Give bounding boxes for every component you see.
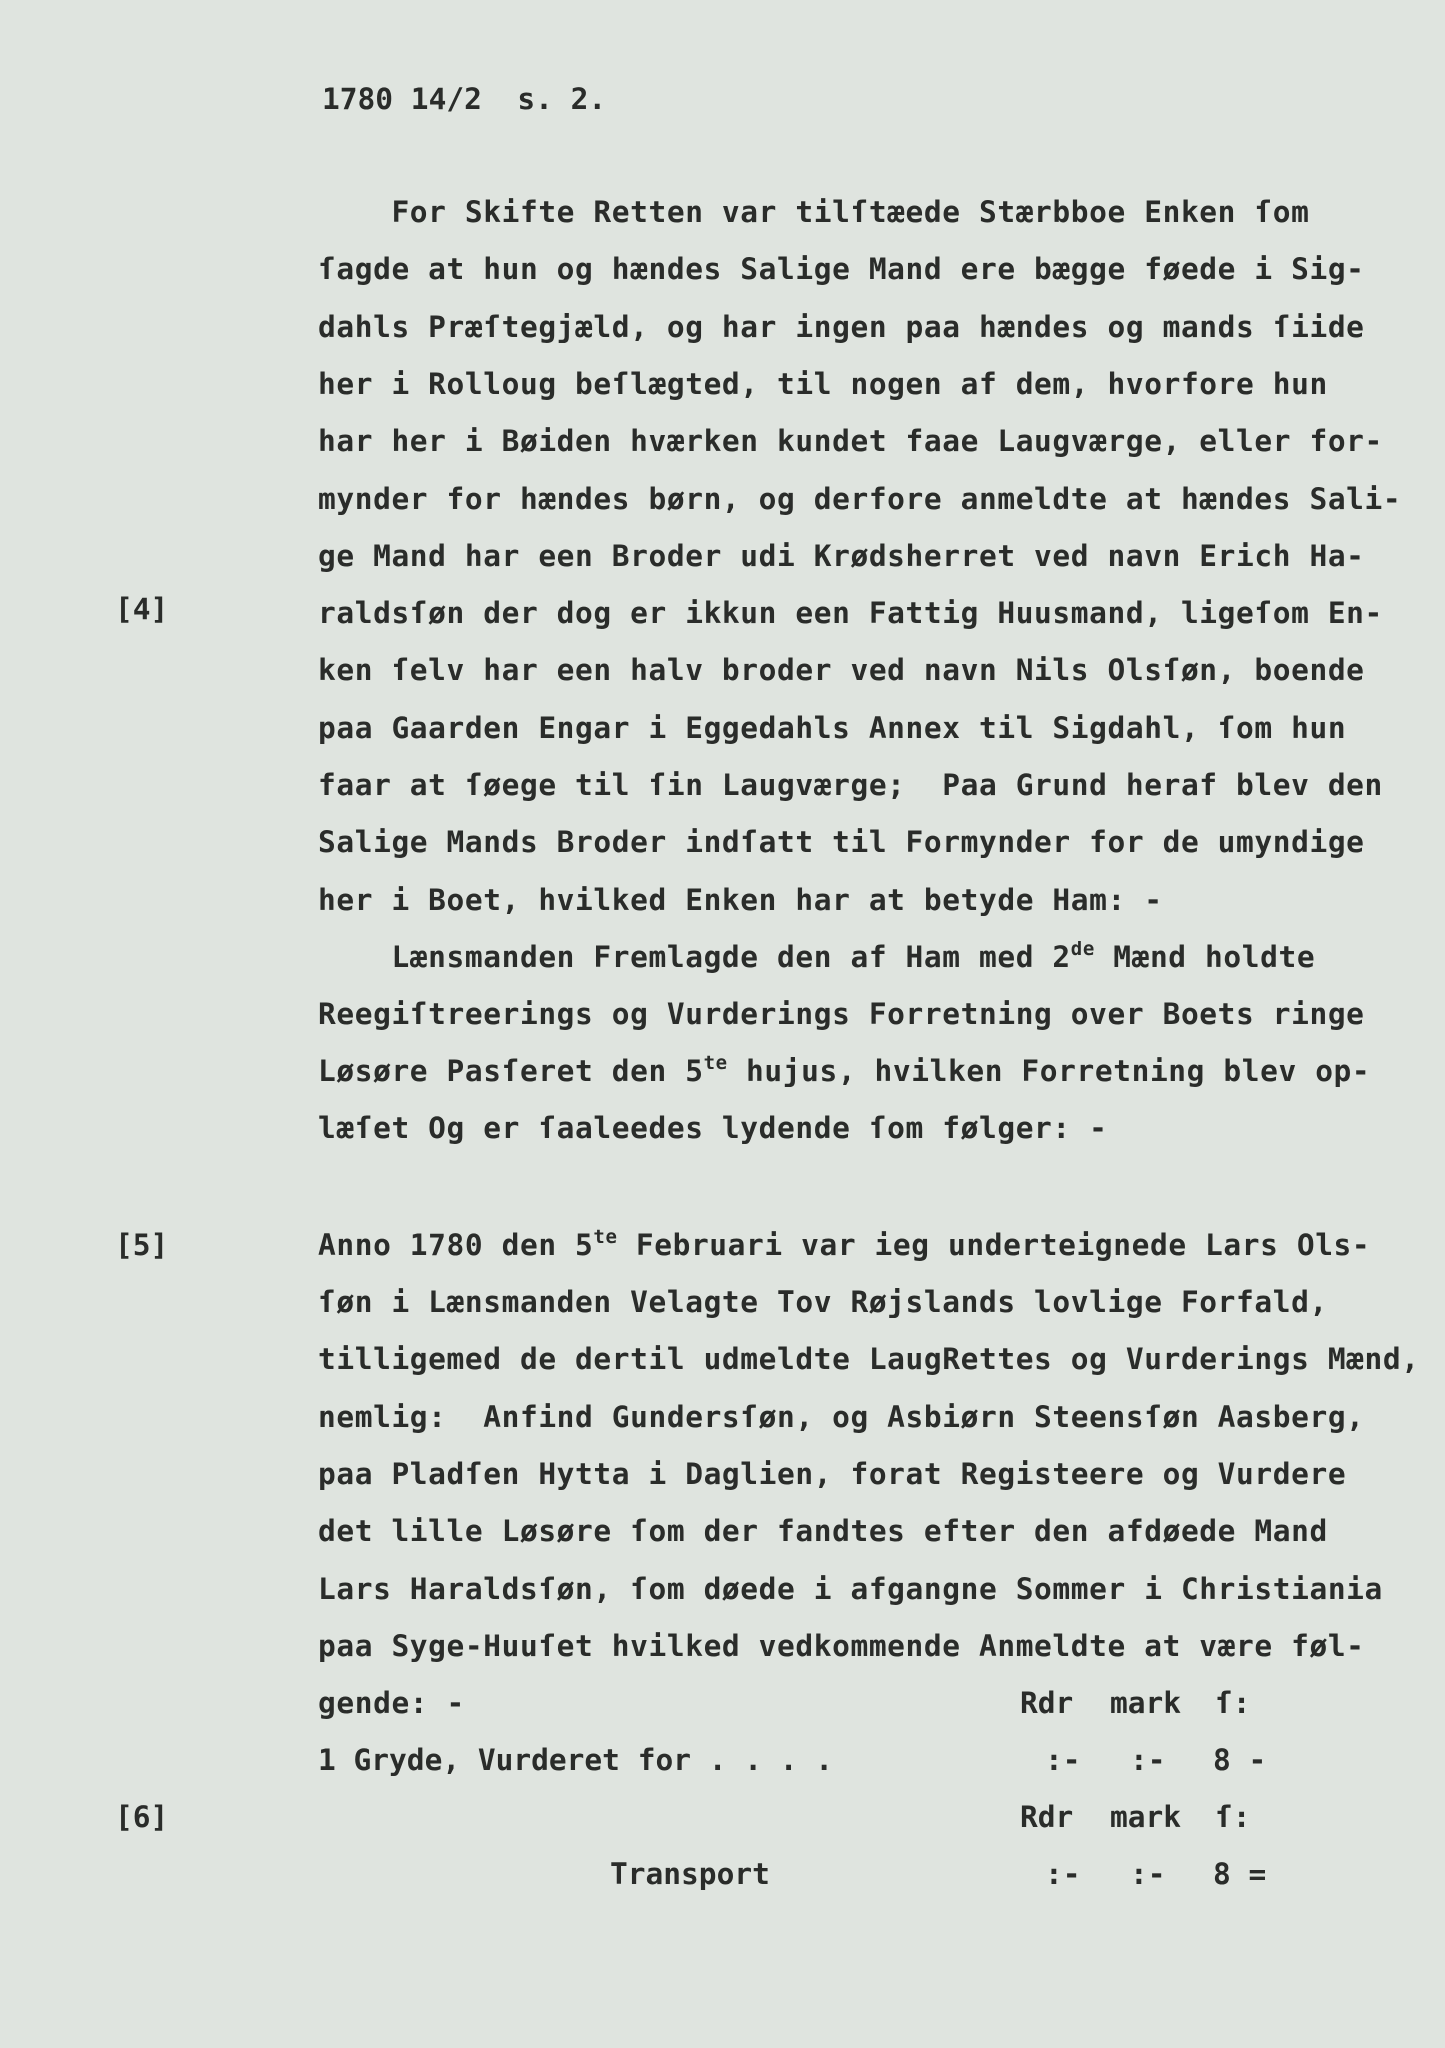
paragraph-3-line-2: ſøn i Lænsmanden Velagte Tov Røjslands lovlige Forfald,	[318, 1285, 1328, 1319]
margin-note-6: [6]	[115, 1800, 169, 1834]
transport-s: 8 =	[1213, 1857, 1267, 1891]
ledger-header-s: ſ:	[1215, 1686, 1251, 1720]
paragraph-1-line-11: faar at ſøege til ſin Laugværge; Paa Grund heraf blev den	[318, 768, 1383, 802]
ledger-item-s: 8 -	[1213, 1743, 1267, 1777]
paragraph-1-line-13: her i Boet, hvilked Enken har at betyde Ham: -	[318, 882, 1163, 917]
paragraph-3-line-3: tilligemed de dertil udmeldte LaugRettes og Vurderings Mænd,	[318, 1342, 1420, 1377]
margin-note-4: [4]	[115, 592, 169, 626]
ledger-header2-mark: mark	[1110, 1800, 1182, 1834]
paragraph-1-line-7: ge Mand har een Broder udi Krødsherret ved navn Erich Ha-	[318, 538, 1365, 573]
ledger-header2-s: ſ:	[1215, 1800, 1251, 1834]
page-header: 1780 14/2 s. 2.	[322, 82, 607, 116]
ledger-item-rdr: :-	[1045, 1743, 1081, 1777]
transport-mark: :-	[1130, 1857, 1166, 1891]
ledger-item-label: 1 Gryde, Vurderet for . . . .	[318, 1743, 834, 1777]
paragraph-1-line-3: dahls Præſtegjæld, og har ingen paa hændes og mands ſiide	[318, 309, 1365, 344]
transport-label: Transport	[610, 1857, 770, 1891]
paragraph-1-line-5: har her i Bøiden hværken kundet faae Laugværge, eller for-	[318, 424, 1383, 459]
paragraph-3-line-6: det lille Løsøre ſom der fandtes efter den afdøede Mand	[318, 1514, 1328, 1549]
paragraph-2-line-4: læſet Og er ſaaleedes lydende ſom følger: -	[318, 1111, 1108, 1145]
paragraph-1-line-6: mynder for hændes børn, og derfore anmeldte at hændes Sali-	[318, 481, 1402, 516]
paragraph-3-line-7: Lars Haraldsſøn, ſom døede i afgangne Sommer i Christiania	[318, 1571, 1383, 1606]
paragraph-1-line-2: ſagde at hun og hændes Salige Mand ere bægge føede i Sig-	[318, 252, 1365, 287]
transport-rdr: :-	[1045, 1857, 1081, 1891]
paragraph-2-line-3: Løsøre Pasſeret den $5^{te}$ hujus, hvilken Forretning blev op-	[318, 1052, 1371, 1088]
ledger-header-mark: mark	[1110, 1686, 1182, 1720]
paragraph-2-line-2: Reegiſtreerings og Vurderings Forretning over Boets ringe	[318, 997, 1365, 1031]
ledger-header2-rdr: Rdr	[1020, 1800, 1074, 1834]
ledger-header-rdr: Rdr	[1020, 1686, 1074, 1720]
paragraph-1-line-9: ken ſelv har een halv broder ved navn Nils Olsſøn, boende	[318, 653, 1365, 688]
paragraph-2-line-1: Lænsmanden Fremlagde den af Ham med 2de Mænd holdte	[318, 938, 1316, 974]
paragraph-1-line-10: paa Gaarden Engar i Eggedahls Annex til Sigdahl, ſom hun	[318, 710, 1347, 745]
ledger-item-mark: :-	[1130, 1743, 1166, 1777]
margin-note-5: [5]	[115, 1228, 169, 1262]
paragraph-3-line-9: gende: -	[318, 1686, 465, 1721]
paragraph-3-line-8: paa Syge-Huuſet hvilked vedkommende Anmeldte at være føl-	[318, 1628, 1365, 1663]
paragraph-3-line-5: paa Pladſen Hytta i Daglien, forat Registeere og Vurdere	[318, 1456, 1347, 1491]
paragraph-1-line-12: Salige Mands Broder indſatt til Formynder for de umyndige	[318, 825, 1365, 860]
paragraph-1-line-8: raldsſøn der dog er ikkun een Fattig Huusmand, ligeſom En-	[318, 596, 1383, 631]
paragraph-3-line-1: Anno 1780 den $5^{te}$ Februari var ieg underteignede Lars Ols-	[318, 1226, 1371, 1262]
paragraph-1-line-4: her i Rolloug beſlægted, til nogen af dem, hvorfore hun	[318, 366, 1328, 401]
paragraph-1-line-1: For Skifte Retten var tilſtæede Stærbboe Enken ſom	[318, 195, 1310, 229]
paragraph-3-line-4: nemlig: Anfind Gundersſøn, og Asbiørn Steensſøn Aasberg,	[318, 1399, 1365, 1434]
